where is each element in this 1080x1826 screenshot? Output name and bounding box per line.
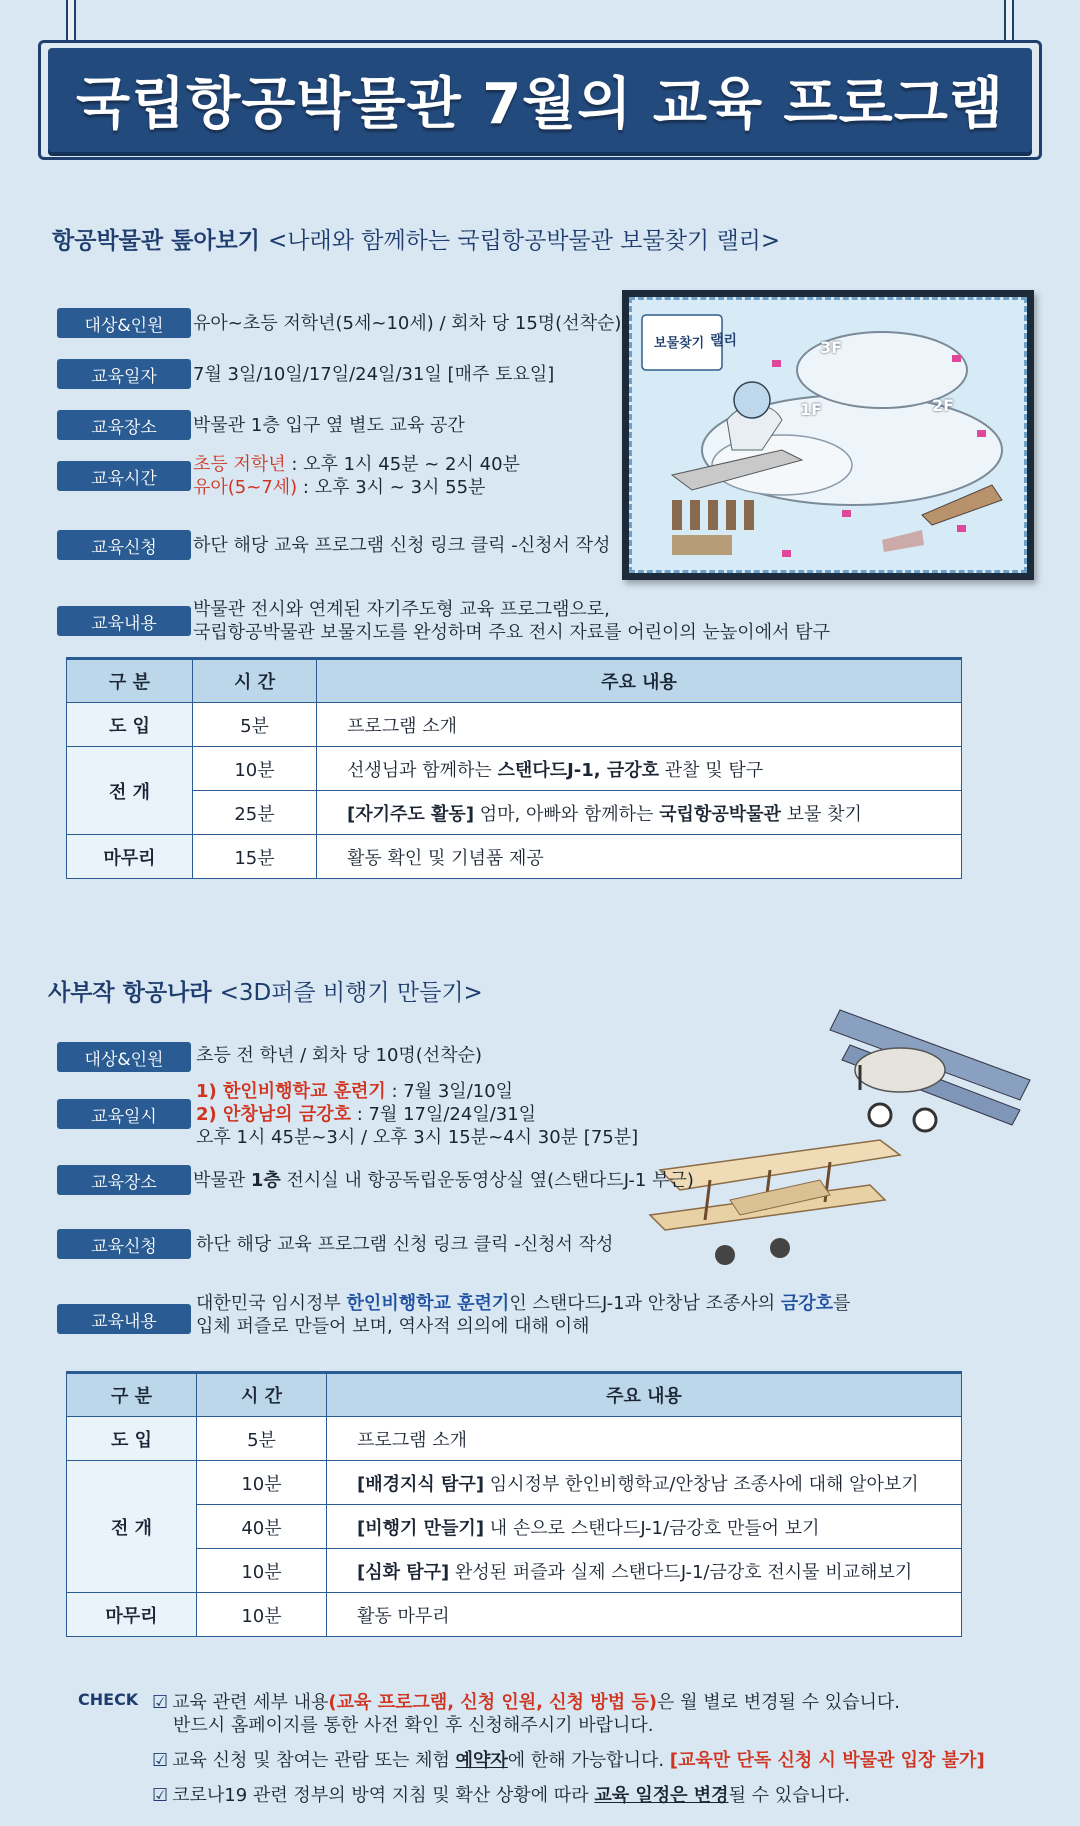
row-time: 10분 — [193, 747, 317, 791]
p2-date-trainer-dates: : 7월 3일/10일 — [385, 1081, 514, 1102]
row-desc — [317, 791, 962, 835]
table-row — [67, 1417, 962, 1461]
row-desc-bold: [배경지식 탐구] — [357, 1473, 485, 1495]
p2-content-value — [196, 1292, 850, 1338]
p1-time-value — [193, 453, 520, 499]
p2-date-trainer: 1) 한인비행학교 훈련기 — [196, 1081, 386, 1102]
p2-content-text: 인 스탠다드J-1과 안창남 조종사의 — [509, 1293, 781, 1314]
col-header-time: 시 간 — [197, 1373, 327, 1417]
row-desc-text: 완성된 퍼즐과 실제 스탠다드J-1/금강호 전시물 비교해보기 — [449, 1561, 913, 1583]
row-desc-bold: [비행기 만들기] — [357, 1517, 485, 1539]
program2-title — [48, 974, 483, 1007]
checkbox-icon: ☑ — [152, 1750, 169, 1771]
p2-content-text: 대한민국 임시정부 — [196, 1293, 347, 1314]
table-row — [67, 791, 962, 835]
p1-place-value: 박물관 1층 입구 옆 별도 교육 공간 — [193, 415, 465, 436]
row-desc: 활동 확인 및 기념품 제공 — [317, 835, 962, 879]
map-title-treasure: 보물찾기 — [654, 336, 705, 351]
row-desc-bold: [자기주도 활동] — [347, 803, 475, 825]
program1-schedule-table — [66, 657, 962, 879]
row-time: 15분 — [193, 835, 317, 879]
p2-content-highlight: 금강호 — [780, 1293, 834, 1314]
p2-target-value: 초등 전 학년 / 회차 당 10명(선착순) — [196, 1045, 482, 1066]
p1-time-kids-hours: : 오후 3시 ~ 3시 55분 — [297, 477, 486, 498]
row-desc-text: 엄마, 아빠와 함께하는 — [474, 803, 660, 825]
check-text: 코로나19 관련 정부의 방역 지침 및 확산 상황에 따라 — [172, 1785, 595, 1806]
row-desc — [327, 1505, 962, 1549]
row-desc-bold: [심화 탐구] — [357, 1561, 450, 1583]
p1-target-label: 대상&인원 — [57, 308, 191, 338]
row-desc-text: 선생님과 함께하는 — [347, 759, 498, 781]
p1-apply-value[interactable]: 하단 해당 교육 프로그램 신청 링크 클릭 -신청서 작성 — [193, 535, 611, 556]
p1-place-label: 교육장소 — [57, 410, 191, 440]
check-text: 교육 신청 및 참여는 관람 또는 체험 — [172, 1750, 456, 1771]
program2-schedule-table — [66, 1371, 962, 1637]
p2-date-value — [196, 1080, 638, 1149]
check-text: 될 수 있습니다. — [728, 1785, 851, 1806]
row-desc-text: 보물 찾기 — [780, 803, 862, 825]
category-develop: 전 개 — [67, 1461, 197, 1593]
page-banner — [48, 48, 1032, 152]
p1-time-elementary: 초등 저학년 — [193, 454, 286, 475]
p1-content-line1: 박물관 전시와 연계된 자기주도형 교육 프로그램으로, — [193, 599, 610, 620]
category-intro: 도 입 — [67, 703, 193, 747]
category-intro: 도 입 — [67, 1417, 197, 1461]
category-finish: 마무리 — [67, 835, 193, 879]
check-highlight: [교육만 단독 신청 시 박물관 입장 불가] — [669, 1750, 985, 1771]
table-row — [67, 747, 962, 791]
table-header-row — [67, 659, 962, 703]
p2-content-text: 를 — [833, 1293, 851, 1314]
checkbox-icon: ☑ — [152, 1785, 169, 1806]
p1-time-elementary-hours: : 오후 1시 45분 ~ 2시 40분 — [285, 454, 520, 475]
p1-content-label: 교육내용 — [57, 606, 191, 636]
check-label: CHECK — [78, 1690, 139, 1709]
checkbox-icon: ☑ — [152, 1692, 169, 1713]
table-row — [67, 1461, 962, 1505]
program2-title-main: 사부작 항공나라 — [48, 980, 212, 1006]
p2-place-text: 전시실 내 항공독립운동영상실 옆(스탠다드J-1 부근) — [280, 1170, 694, 1191]
p1-content-value — [193, 598, 830, 644]
program2-title-sub: <3D퍼즐 비행기 만들기> — [219, 980, 483, 1006]
row-desc — [327, 1549, 962, 1593]
row-desc-bold: 스탠다드J-1, 금강호 — [497, 759, 660, 781]
row-desc — [317, 747, 962, 791]
table-row — [67, 1505, 962, 1549]
row-time: 10분 — [197, 1593, 327, 1637]
row-time: 5분 — [197, 1417, 327, 1461]
check-text: 은 월 별로 변경될 수 있습니다. — [656, 1692, 900, 1713]
p1-time-label: 교육시간 — [57, 461, 191, 491]
page-title: 국립항공박물관 7월의 교육 프로그램 — [76, 72, 1004, 137]
treasure-map-image — [622, 290, 1034, 580]
p2-date-geumgang: 2) 안창남의 금강호 — [196, 1104, 351, 1125]
check-item-1b: 반드시 홈페이지를 통한 사전 확인 후 신청해주시기 바랍니다. — [173, 1715, 654, 1736]
p2-date-label: 교육일시 — [57, 1099, 191, 1129]
table-row — [67, 835, 962, 879]
category-develop: 전 개 — [67, 747, 193, 835]
p2-date-hours: 오후 1시 45분~3시 / 오후 3시 15분~4시 30분 [75분] — [196, 1127, 639, 1148]
p2-content-line2: 입체 퍼즐로 만들어 보며, 역사적 의의에 대해 이해 — [196, 1316, 590, 1337]
p2-apply-value[interactable]: 하단 해당 교육 프로그램 신청 링크 클릭 -신청서 작성 — [196, 1234, 614, 1255]
row-desc: 프로그램 소개 — [327, 1417, 962, 1461]
p1-content-line2: 국립항공박물관 보물지도를 완성하며 주요 전시 자료를 어린이의 눈높이에서 탐구 — [193, 622, 830, 643]
col-header-category: 구 분 — [67, 659, 193, 703]
map-floor-3f: 3F — [820, 338, 843, 357]
program1-title-main: 항공박물관 톺아보기 — [52, 228, 260, 254]
p2-date-geumgang-dates: : 7월 17일/24일/31일 — [351, 1104, 537, 1125]
row-time: 10분 — [197, 1549, 327, 1593]
row-desc-text: 관찰 및 탐구 — [659, 759, 764, 781]
map-title-rally: 랠리 — [710, 333, 738, 349]
row-time: 25분 — [193, 791, 317, 835]
row-desc: 프로그램 소개 — [317, 703, 962, 747]
p2-place-label: 교육장소 — [57, 1165, 191, 1195]
table-row — [67, 1549, 962, 1593]
check-highlight: (교육 프로그램, 신청 인원, 신청 방법 등) — [328, 1692, 657, 1713]
check-item-3 — [152, 1781, 850, 1807]
check-item-2 — [152, 1746, 985, 1772]
row-time: 10분 — [197, 1461, 327, 1505]
table-row — [67, 1593, 962, 1637]
biplane-puzzle-image-1 — [820, 990, 1040, 1150]
row-desc — [327, 1461, 962, 1505]
check-underline: 예약자 — [455, 1750, 508, 1771]
check-underline: 교육 일정은 변경 — [594, 1785, 729, 1806]
table-row — [67, 703, 962, 747]
p2-content-label: 교육내용 — [57, 1304, 191, 1334]
col-header-content: 주요 내용 — [317, 659, 962, 703]
row-desc: 활동 마무리 — [327, 1593, 962, 1637]
p1-apply-label: 교육신청 — [57, 530, 191, 560]
biplane-puzzle-image-2 — [630, 1130, 920, 1280]
check-text: 교육 관련 세부 내용 — [172, 1692, 329, 1713]
row-desc-bold: 국립항공박물관 — [659, 803, 781, 825]
row-desc-text: 내 손으로 스탠다드J-1/금강호 만들어 보기 — [484, 1517, 820, 1539]
p2-target-label: 대상&인원 — [57, 1042, 191, 1072]
p2-place-text: 박물관 — [193, 1170, 251, 1191]
p2-place-floor: 1층 — [250, 1170, 281, 1191]
row-time: 40분 — [197, 1505, 327, 1549]
p2-place-value — [193, 1169, 694, 1192]
check-text: 에 한해 가능합니다. — [507, 1750, 670, 1771]
p1-target-value: 유아~초등 저학년(5세~10세) / 회차 당 15명(선착순) — [193, 313, 622, 334]
program1-title — [52, 222, 780, 255]
category-finish: 마무리 — [67, 1593, 197, 1637]
col-header-content: 주요 내용 — [327, 1373, 962, 1417]
col-header-time: 시 간 — [193, 659, 317, 703]
program1-title-sub: <나래와 함께하는 국립항공박물관 보물찾기 랠리> — [268, 228, 781, 254]
p2-apply-label: 교육신청 — [57, 1229, 191, 1259]
map-floor-2f: 2F — [932, 396, 955, 415]
row-time: 5분 — [193, 703, 317, 747]
p1-date-label: 교육일자 — [57, 359, 191, 389]
col-header-category: 구 분 — [67, 1373, 197, 1417]
p1-date-value: 7월 3일/10일/17일/24일/31일 [매주 토요일] — [193, 364, 555, 385]
table-header-row — [67, 1373, 962, 1417]
map-floor-1f: 1F — [800, 400, 823, 419]
row-desc-text: 임시정부 한인비행학교/안창남 조종사에 대해 알아보기 — [484, 1473, 919, 1495]
p2-content-highlight: 한인비행학교 훈련기 — [346, 1293, 510, 1314]
p1-time-kids: 유아(5~7세) — [193, 477, 298, 498]
